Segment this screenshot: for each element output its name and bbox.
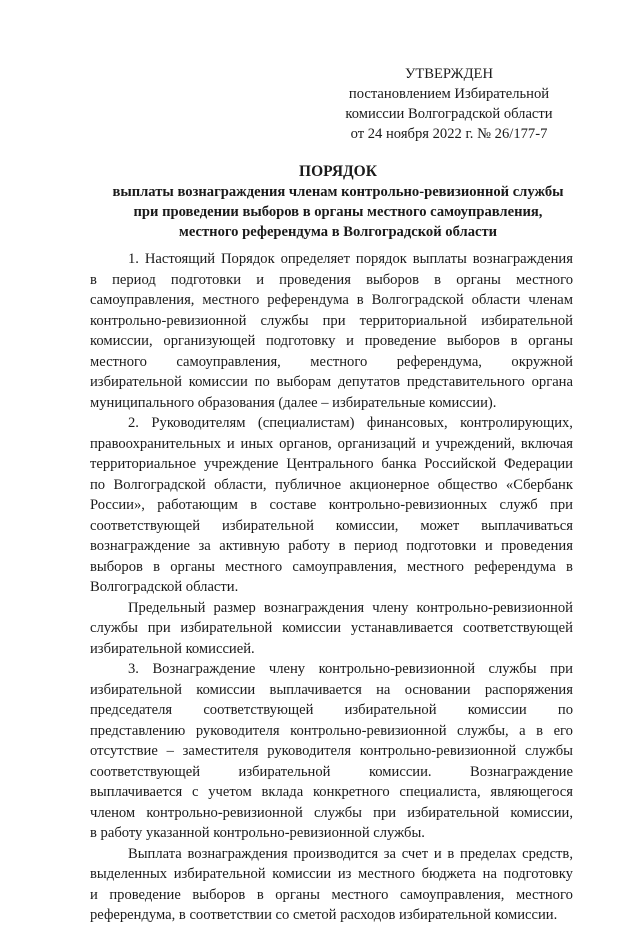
paragraph-line: и проведение выборов в органы местного самоуправления, местного: [90, 886, 573, 903]
approval-line: постановлением Избирательной: [348, 86, 550, 102]
paragraph-line: в работу указанной контрольно-ревизионной службы.: [90, 825, 425, 841]
title-line: при проведении выборов в органы местного самоуправления,: [133, 204, 543, 220]
paragraph-line: 2. Руководителям (специалистам) финансовых, контролирующих,: [128, 415, 573, 431]
title-main: ПОРЯДОК: [299, 163, 377, 180]
title-line: местного референдума в Волгоградской области: [178, 224, 498, 240]
paragraph-line: самоуправления, местного референдума в Волгоградской области членам: [90, 292, 573, 308]
approval-line: комиссии Волгоградской области: [345, 106, 553, 122]
paragraph-line: Предельный размер вознаграждения члену контрольно-ревизионной: [128, 599, 573, 616]
paragraph-line: службы при избирательной комиссии устанавливается соответствующей: [90, 620, 573, 636]
paragraph-line: председателя соответствующей избирательной комиссии по: [90, 702, 573, 718]
paragraph: [90, 598, 573, 660]
paragraph-line: вознаграждение за активную работу в период подготовки и проведения: [90, 538, 573, 554]
paragraph-line: по Волгоградской области, публичное акционерное общество «Сбербанк: [90, 476, 573, 493]
paragraph-line: территориальное учреждение Центрального банка Российской Федерации: [90, 456, 573, 472]
paragraph: [90, 844, 573, 926]
approval-line: от 24 ноября 2022 г. № 26/177-7: [350, 126, 548, 142]
paragraph-line: членом контрольно-ревизионной службы при избирательной комиссии,: [90, 804, 573, 821]
paragraph-line: представлению руководителя контрольно-ревизионной службы, а в его: [90, 722, 573, 739]
paragraph-line: 1. Настоящий Порядок определяет порядок выплаты вознаграждения: [128, 251, 573, 267]
paragraph: [90, 413, 573, 598]
approval-stamp: [318, 64, 580, 144]
approval-line: УТВЕРЖДЕН: [405, 66, 493, 82]
paragraph-line: 3. Вознаграждение члену контрольно-ревизионной службы при: [128, 661, 573, 677]
paragraph-line: избирательной комиссии по выборам депутатов представительного органа: [90, 374, 573, 390]
paragraph-line: Выплата вознаграждения производится за счет и в пределах средств,: [128, 845, 573, 862]
paragraph-line: в период подготовки и проведения выборов в органы местного: [90, 271, 573, 288]
paragraph-line: выплачивается с учетом вклада конкретного специалиста, являющегося: [90, 784, 573, 800]
paragraph: [90, 249, 573, 413]
document-title: [88, 162, 588, 242]
document-body: [90, 249, 573, 926]
paragraph-line: референдума, в соответствии со сметой расходов избирательной комиссии.: [90, 907, 558, 923]
paragraph-line: муниципального образования (далее – избирательные комиссии).: [90, 394, 497, 411]
paragraph-line: комиссии, организующей подготовку и проведение выборов в органы: [90, 333, 573, 349]
paragraph-line: отсутствие – заместителя руководителя контрольно-ревизионной службы: [90, 743, 573, 759]
paragraph-line: правоохранительных и иных органов, организаций и учреждений, включая: [90, 435, 573, 452]
paragraph-line: выборов в органы местного самоуправления, местного референдума в: [90, 558, 573, 575]
title-line: выплаты вознаграждения членам контрольно-ревизионной службы: [112, 184, 564, 200]
paragraph-line: соответствующей избирательной комиссии, может выплачиваться: [90, 517, 573, 534]
paragraph-line: России», работающим в составе контрольно-ревизионных служб при: [90, 497, 573, 513]
paragraph-line: контрольно-ревизионной службы при территориальной избирательной: [90, 312, 573, 329]
paragraph-line: соответствующей избирательной комиссии. Вознаграждение: [90, 763, 573, 780]
paragraph-line: избирательной комиссии выплачивается на основании распоряжения: [90, 681, 573, 698]
paragraph-line: местного самоуправления, местного референдума, окружной: [90, 353, 573, 370]
paragraph-line: выделенных избирательной комиссии из местного бюджета на подготовку: [90, 866, 573, 882]
paragraph-line: Волгоградской области.: [90, 579, 239, 595]
paragraph: [90, 659, 573, 844]
paragraph-line: избирательной комиссией.: [90, 640, 255, 657]
